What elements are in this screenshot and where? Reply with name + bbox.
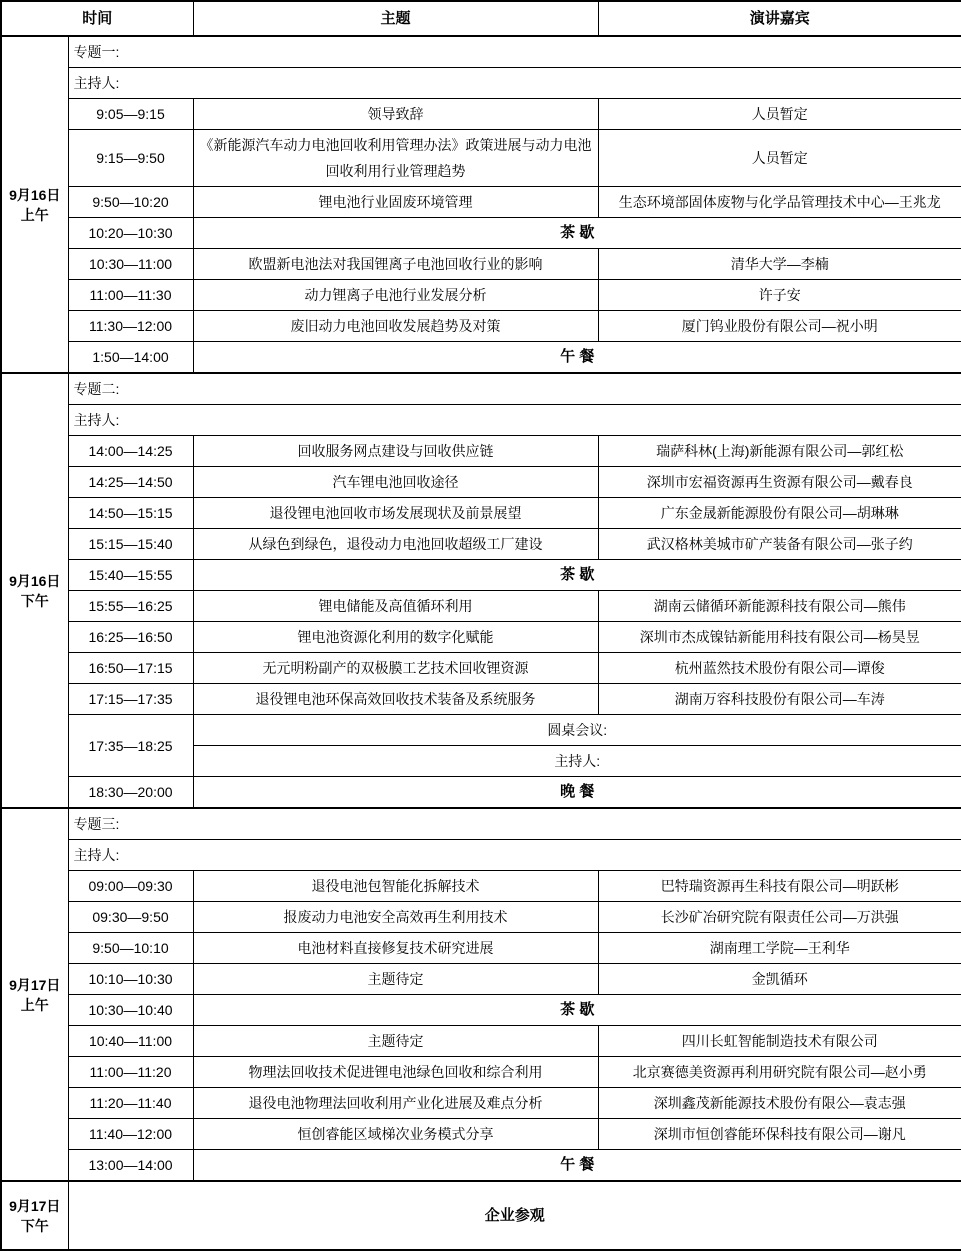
roundtable-cell: 圆桌会议: — [193, 715, 961, 746]
speaker-cell: 深圳鑫茂新能源技术股份有限公—袁志强 — [598, 1088, 961, 1119]
speaker-cell: 深圳市恒创睿能环保科技有限公司—谢凡 — [598, 1119, 961, 1150]
speaker-cell: 巴特瑞资源再生科技有限公司—明跃彬 — [598, 871, 961, 902]
date-text: 9月16日 — [9, 572, 61, 589]
topic-cell: 退役锂电池回收市场发展现状及前景展望 — [193, 498, 598, 529]
topic-cell: 主题待定 — [193, 964, 598, 995]
time-cell: 9:50—10:10 — [68, 933, 193, 964]
agenda-row — [1, 684, 961, 715]
agenda-row — [1, 249, 961, 280]
date-cell — [1, 373, 68, 808]
topic-cell: 从绿色到绿色，退役动力电池回收超级工厂建设 — [193, 529, 598, 560]
date-text: 9月17日 — [9, 976, 61, 993]
speaker-cell: 湖南云储循环新能源科技有限公司—熊伟 — [598, 591, 961, 622]
time-cell: 16:25—16:50 — [68, 622, 193, 653]
agenda-row — [1, 373, 961, 405]
header-time: 时间 — [1, 1, 193, 36]
section-pre-cell: 专题一: — [68, 36, 961, 68]
agenda-row — [1, 498, 961, 529]
agenda-row — [1, 36, 961, 68]
agenda-row — [1, 1181, 961, 1250]
agenda-row — [1, 715, 961, 746]
agenda-row — [1, 68, 961, 99]
time-cell: 11:20—11:40 — [68, 1088, 193, 1119]
time-cell: 11:40—12:00 — [68, 1119, 193, 1150]
period-text: 下午 — [20, 1217, 49, 1234]
period-text: 上午 — [20, 206, 49, 223]
agenda-row — [1, 808, 961, 840]
speaker-cell: 厦门钨业股份有限公司—祝小明 — [598, 311, 961, 342]
topic-cell: 回收服务网点建设与回收供应链 — [193, 436, 598, 467]
agenda-row — [1, 871, 961, 902]
time-cell: 17:35—18:25 — [68, 715, 193, 777]
agenda-row — [1, 840, 961, 871]
agenda-row — [1, 218, 961, 249]
header-row — [1, 1, 961, 36]
agenda-row — [1, 280, 961, 311]
period-text: 上午 — [20, 996, 49, 1013]
agenda-row — [1, 653, 961, 684]
topic-cell: 退役电池包智能化拆解技术 — [193, 871, 598, 902]
topic-cell: 锂电储能及高值循环利用 — [193, 591, 598, 622]
time-cell: 10:20—10:30 — [68, 218, 193, 249]
break-meal-cell: 茶 歇 — [193, 560, 961, 591]
time-cell: 9:50—10:20 — [68, 187, 193, 218]
topic-cell: 废旧动力电池回收发展趋势及对策 — [193, 311, 598, 342]
header-speaker: 演讲嘉宾 — [598, 1, 961, 36]
agenda-row — [1, 311, 961, 342]
time-cell: 13:00—14:00 — [68, 1150, 193, 1182]
time-cell: 09:30—9:50 — [68, 902, 193, 933]
break-meal-cell: 茶 歇 — [193, 995, 961, 1026]
agenda-row — [1, 436, 961, 467]
roundtable-host-cell: 主持人: — [193, 746, 961, 777]
agenda-row — [1, 1088, 961, 1119]
speaker-cell: 北京赛德美资源再利用研究院有限公司—赵小勇 — [598, 1057, 961, 1088]
agenda-row — [1, 405, 961, 436]
agenda-row — [1, 529, 961, 560]
speaker-cell: 广东金晟新能源股份有限公司—胡琳琳 — [598, 498, 961, 529]
time-cell: 1:50—14:00 — [68, 342, 193, 374]
section-pre-cell: 主持人: — [68, 68, 961, 99]
topic-cell: 电池材料直接修复技术研究进展 — [193, 933, 598, 964]
agenda-row — [1, 777, 961, 809]
topic-cell: 退役锂电池环保高效回收技术装备及系统服务 — [193, 684, 598, 715]
time-cell: 10:10—10:30 — [68, 964, 193, 995]
topic-cell: 欧盟新电池法对我国锂离子电池回收行业的影响 — [193, 249, 598, 280]
time-cell: 16:50—17:15 — [68, 653, 193, 684]
agenda-row — [1, 560, 961, 591]
time-cell: 15:15—15:40 — [68, 529, 193, 560]
speaker-cell: 湖南理工学院—王利华 — [598, 933, 961, 964]
time-cell: 14:25—14:50 — [68, 467, 193, 498]
time-cell: 10:40—11:00 — [68, 1026, 193, 1057]
section-pre-cell: 专题三: — [68, 808, 961, 840]
time-cell: 9:05—9:15 — [68, 99, 193, 130]
header-topic: 主题 — [193, 1, 598, 36]
agenda-row — [1, 591, 961, 622]
speaker-cell: 人员暂定 — [598, 99, 961, 130]
speaker-cell: 四川长虹智能制造技术有限公司 — [598, 1026, 961, 1057]
topic-cell: 动力锂离子电池行业发展分析 — [193, 280, 598, 311]
speaker-cell: 瑞萨科林(上海)新能源有限公司—郭红松 — [598, 436, 961, 467]
speaker-cell: 许子安 — [598, 280, 961, 311]
time-cell: 17:15—17:35 — [68, 684, 193, 715]
date-cell — [1, 808, 68, 1181]
topic-cell: 主题待定 — [193, 1026, 598, 1057]
speaker-cell: 人员暂定 — [598, 130, 961, 187]
agenda-row — [1, 187, 961, 218]
speaker-cell: 武汉格林美城市矿产装备有限公司—张子约 — [598, 529, 961, 560]
topic-cell: 锂电池资源化利用的数字化赋能 — [193, 622, 598, 653]
agenda-row — [1, 995, 961, 1026]
time-cell: 14:50—15:15 — [68, 498, 193, 529]
topic-cell: 领导致辞 — [193, 99, 598, 130]
break-meal-cell: 晚 餐 — [193, 777, 961, 809]
company-visit-cell: 企业参观 — [68, 1181, 961, 1250]
date-text: 9月16日 — [9, 186, 61, 203]
agenda-row — [1, 933, 961, 964]
topic-cell: 报废动力电池安全高效再生利用技术 — [193, 902, 598, 933]
agenda-row — [1, 622, 961, 653]
date-cell — [1, 36, 68, 373]
time-cell: 11:30—12:00 — [68, 311, 193, 342]
time-cell: 10:30—10:40 — [68, 995, 193, 1026]
topic-cell: 锂电池行业固废环境管理 — [193, 187, 598, 218]
speaker-cell: 清华大学—李楠 — [598, 249, 961, 280]
topic-cell: 《新能源汽车动力电池回收利用管理办法》政策进展与动力电池回收利用行业管理趋势 — [193, 130, 598, 187]
time-cell: 11:00—11:30 — [68, 280, 193, 311]
agenda-row — [1, 964, 961, 995]
speaker-cell: 生态环境部固体废物与化学品管理技术中心—王兆龙 — [598, 187, 961, 218]
section-pre-cell: 主持人: — [68, 405, 961, 436]
date-cell — [1, 1181, 68, 1250]
speaker-cell: 湖南万容科技股份有限公司—车涛 — [598, 684, 961, 715]
agenda-row — [1, 1119, 961, 1150]
period-text: 下午 — [20, 592, 49, 609]
time-cell: 09:00—09:30 — [68, 871, 193, 902]
topic-cell: 退役电池物理法回收利用产业化进展及难点分析 — [193, 1088, 598, 1119]
topic-cell: 汽车锂电池回收途径 — [193, 467, 598, 498]
agenda-row — [1, 1057, 961, 1088]
speaker-cell: 杭州蓝然技术股份有限公司—谭俊 — [598, 653, 961, 684]
topic-cell: 物理法回收技术促进锂电池绿色回收和综合利用 — [193, 1057, 598, 1088]
break-meal-cell: 茶 歇 — [193, 218, 961, 249]
time-cell: 9:15—9:50 — [68, 130, 193, 187]
agenda-row — [1, 342, 961, 374]
break-meal-cell: 午 餐 — [193, 342, 961, 374]
speaker-cell: 长沙矿冶研究院有限责任公司—万洪强 — [598, 902, 961, 933]
time-cell: 10:30—11:00 — [68, 249, 193, 280]
agenda-row — [1, 467, 961, 498]
section-pre-cell: 主持人: — [68, 840, 961, 871]
time-cell: 11:00—11:20 — [68, 1057, 193, 1088]
time-cell: 14:00—14:25 — [68, 436, 193, 467]
agenda-row — [1, 130, 961, 187]
time-cell: 18:30—20:00 — [68, 777, 193, 809]
agenda-row — [1, 902, 961, 933]
time-cell: 15:40—15:55 — [68, 560, 193, 591]
agenda-row — [1, 1026, 961, 1057]
section-pre-cell: 专题二: — [68, 373, 961, 405]
topic-cell: 无元明粉副产的双极膜工艺技术回收锂资源 — [193, 653, 598, 684]
speaker-cell: 金凯循环 — [598, 964, 961, 995]
date-text: 9月17日 — [9, 1197, 61, 1214]
break-meal-cell: 午 餐 — [193, 1150, 961, 1182]
agenda-row — [1, 1150, 961, 1182]
speaker-cell: 深圳市宏福资源再生资源有限公司—戴春良 — [598, 467, 961, 498]
time-cell: 15:55—16:25 — [68, 591, 193, 622]
topic-cell: 恒创睿能区域梯次业务模式分享 — [193, 1119, 598, 1150]
agenda-row — [1, 99, 961, 130]
speaker-cell: 深圳市杰成镍钴新能用科技有限公司—杨昊昱 — [598, 622, 961, 653]
